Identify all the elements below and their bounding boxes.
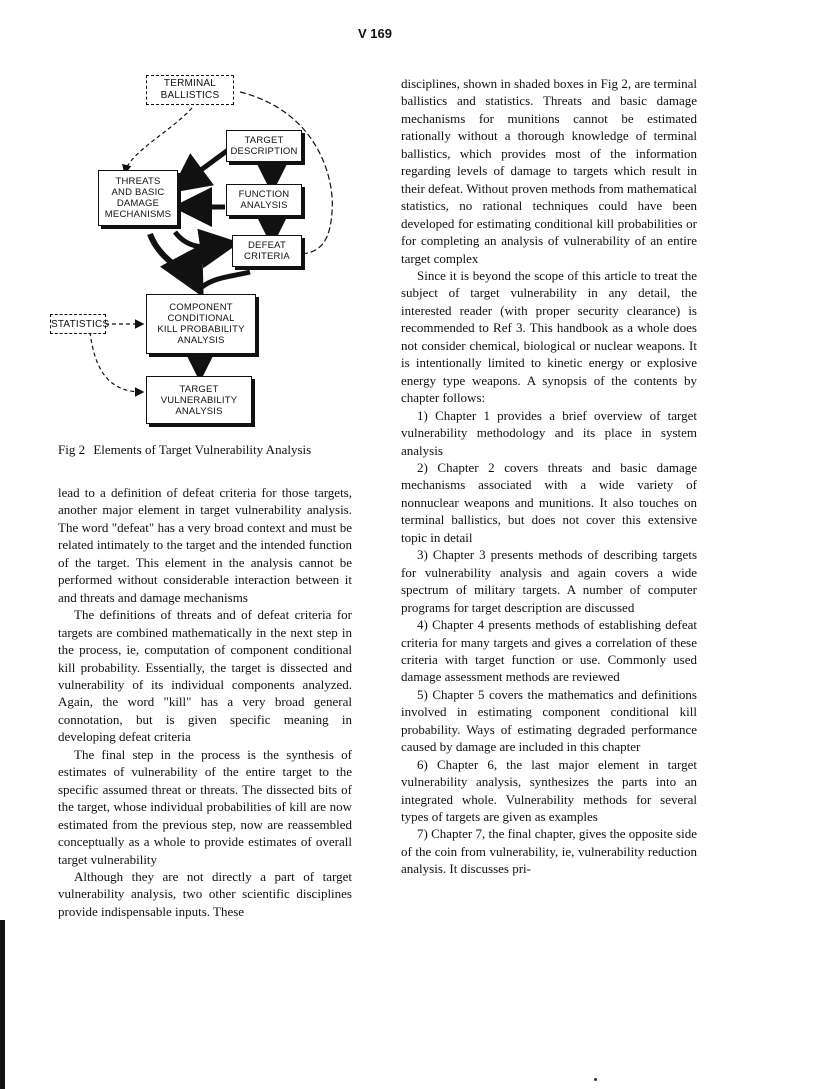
figure-label: Fig 2 — [58, 442, 86, 457]
defeat-line2: CRITERIA — [244, 251, 290, 262]
figure-diagram — [50, 72, 350, 437]
function-analysis-box — [226, 184, 302, 216]
vulnerability-line1: TARGET — [179, 383, 219, 395]
right-column — [401, 75, 697, 878]
vulnerability-line3: ANALYSIS — [175, 405, 223, 417]
dashed-link-ballistics-defeat — [240, 92, 332, 254]
threats-line2: AND BASIC — [111, 187, 165, 198]
page-number: V 169 — [358, 26, 392, 41]
chapter-3-paragraph: 3) Chapter 3 presents methods of describing targets for vulnerability analysis and again covers a wide spectrum of military targets. A number of computer programs for target description are discussed — [401, 547, 697, 615]
arrow-defeat-component — [202, 272, 250, 287]
chapter-6-paragraph: 6) Chapter 6, the last major element in target vulnerability analysis, synthesizes the parts into an integrated whole. Vulnerability methods for several types of targets are given as examples — [401, 756, 697, 825]
threats-line1: THREATS — [115, 176, 161, 187]
defeat-line1: DEFEAT — [248, 240, 286, 251]
component-line1: COMPONENT — [169, 302, 233, 313]
defeat-criteria-box — [232, 235, 302, 267]
component-line4: ANALYSIS — [177, 335, 225, 346]
threats-line4: MECHANISMS — [104, 209, 172, 220]
scan-speck — [594, 1078, 597, 1081]
terminal-ballistics-box — [146, 75, 234, 105]
target-description-line2: DESCRIPTION — [230, 146, 298, 157]
left-paragraph: The final step in the process is the synthesis of estimates of vulnerability of the entire target to the specific assumed threat or threats. The dissected bits of the target, whose individual probabilities of kill are now estimated from the previous step, now are reassembled conceptually as a whole to provide estimates of overall target vulnerability — [58, 746, 352, 867]
left-column — [58, 484, 352, 920]
chapter-5-paragraph: 5) Chapter 5 covers the mathematics and definitions involved in estimating component conditional kill probability. Ways of estimating degraded performance caused by damage are included in this chapter — [401, 686, 697, 755]
figure-caption — [58, 441, 358, 458]
chapter-1-paragraph: 1) Chapter 1 provides a brief overview of target vulnerability methodology and its place in system analysis — [401, 407, 697, 458]
right-paragraph: Since it is beyond the scope of this article to treat the subject of target vulnerability in any detail, the interested reader (with proper security clearance) is recommended to Ref 3. This handbook as a whole does not consider chemical, biological or nuclear weapons. It is intentionally limited to kinetic energy or explosive energy type weapons. A synopsis of the contents by chapter follows: — [401, 267, 697, 406]
target-description-box — [226, 130, 302, 162]
arrow-description-threats — [178, 150, 228, 187]
dashed-link-statistics-vulnerability — [90, 332, 142, 392]
statistics-box — [50, 314, 110, 334]
function-line1: FUNCTION — [238, 189, 290, 200]
right-paragraph: disciplines, shown in shaded boxes in Fig 2, are terminal ballistics and statistics. Threats and basic damage mechanisms for munitions cannot be estimated rationally without a thorough knowledge of terminal ballistics, which provides most of the information regarding levels of damage to targets which result in their defeat. Without proven methods from mathematical statistics, no rational techniques could have been developed for estimating conditional kill probabilities or for completing an analysis of vulnerability of an entire target complex — [401, 76, 697, 266]
left-paragraph: The definitions of threats and of defeat criteria for targets are combined mathematically in the next step in the process, ie, computation of component conditional kill probability. Essentially, the target is dissected and vulnerability of its individual components analyzed. Again, the word "kill" has a very broad general connotation, but is given specific meaning in developing defeat criteria — [58, 607, 352, 745]
arrow-threats-defeat — [175, 232, 230, 247]
component-conditional-box — [146, 294, 256, 354]
vulnerability-line2: VULNERABILITY — [160, 394, 238, 406]
figure-caption-text: Elements of Target Vulnerability Analysis — [93, 442, 312, 457]
ballistics-label: BALLISTICS — [160, 90, 220, 101]
component-line3: KILL PROBABILITY — [157, 324, 245, 335]
scan-edge-mark — [0, 920, 5, 1089]
left-paragraph: lead to a definition of defeat criteria for those targets, another major element in target vulnerability analysis. The word "defeat" has a very broad context and must be related intimately to the target and the intended function of the target. This element in the analysis cannot be performed without considerable interaction between it and threats and damage mechanisms — [58, 485, 352, 605]
statistics-label: STATISTICS — [51, 318, 110, 330]
chapter-7-paragraph: 7) Chapter 7, the final chapter, gives the opposite side of the coin from vulnerability, ie, vulnerability reduction analysis. It discusses pri- — [401, 826, 697, 877]
component-line2: CONDITIONAL — [167, 313, 235, 324]
dashed-link-ballistics-threats — [125, 108, 192, 172]
terminal-label: TERMINAL — [163, 78, 217, 89]
target-description-line1: TARGET — [244, 135, 284, 146]
left-paragraph: Although they are not directly a part of target vulnerability analysis, two other scientific disciplines provide indispensable inputs. These — [58, 868, 352, 919]
target-vulnerability-box — [146, 376, 252, 424]
threats-box — [98, 170, 178, 226]
threats-line3: DAMAGE — [116, 198, 160, 209]
function-line2: ANALYSIS — [240, 200, 288, 211]
chapter-2-paragraph: 2) Chapter 2 covers threats and basic damage mechanisms associated with a wide variety of nonnuclear weapons and munitions. It also touches on terminal ballistics, but does not cover this extensive topic in detail — [401, 459, 697, 545]
chapter-4-paragraph: 4) Chapter 4 presents methods of establishing defeat criteria for many targets and gives a correlation of these criteria with target function or use. Commonly used damage assessment methods are reviewed — [401, 617, 697, 685]
